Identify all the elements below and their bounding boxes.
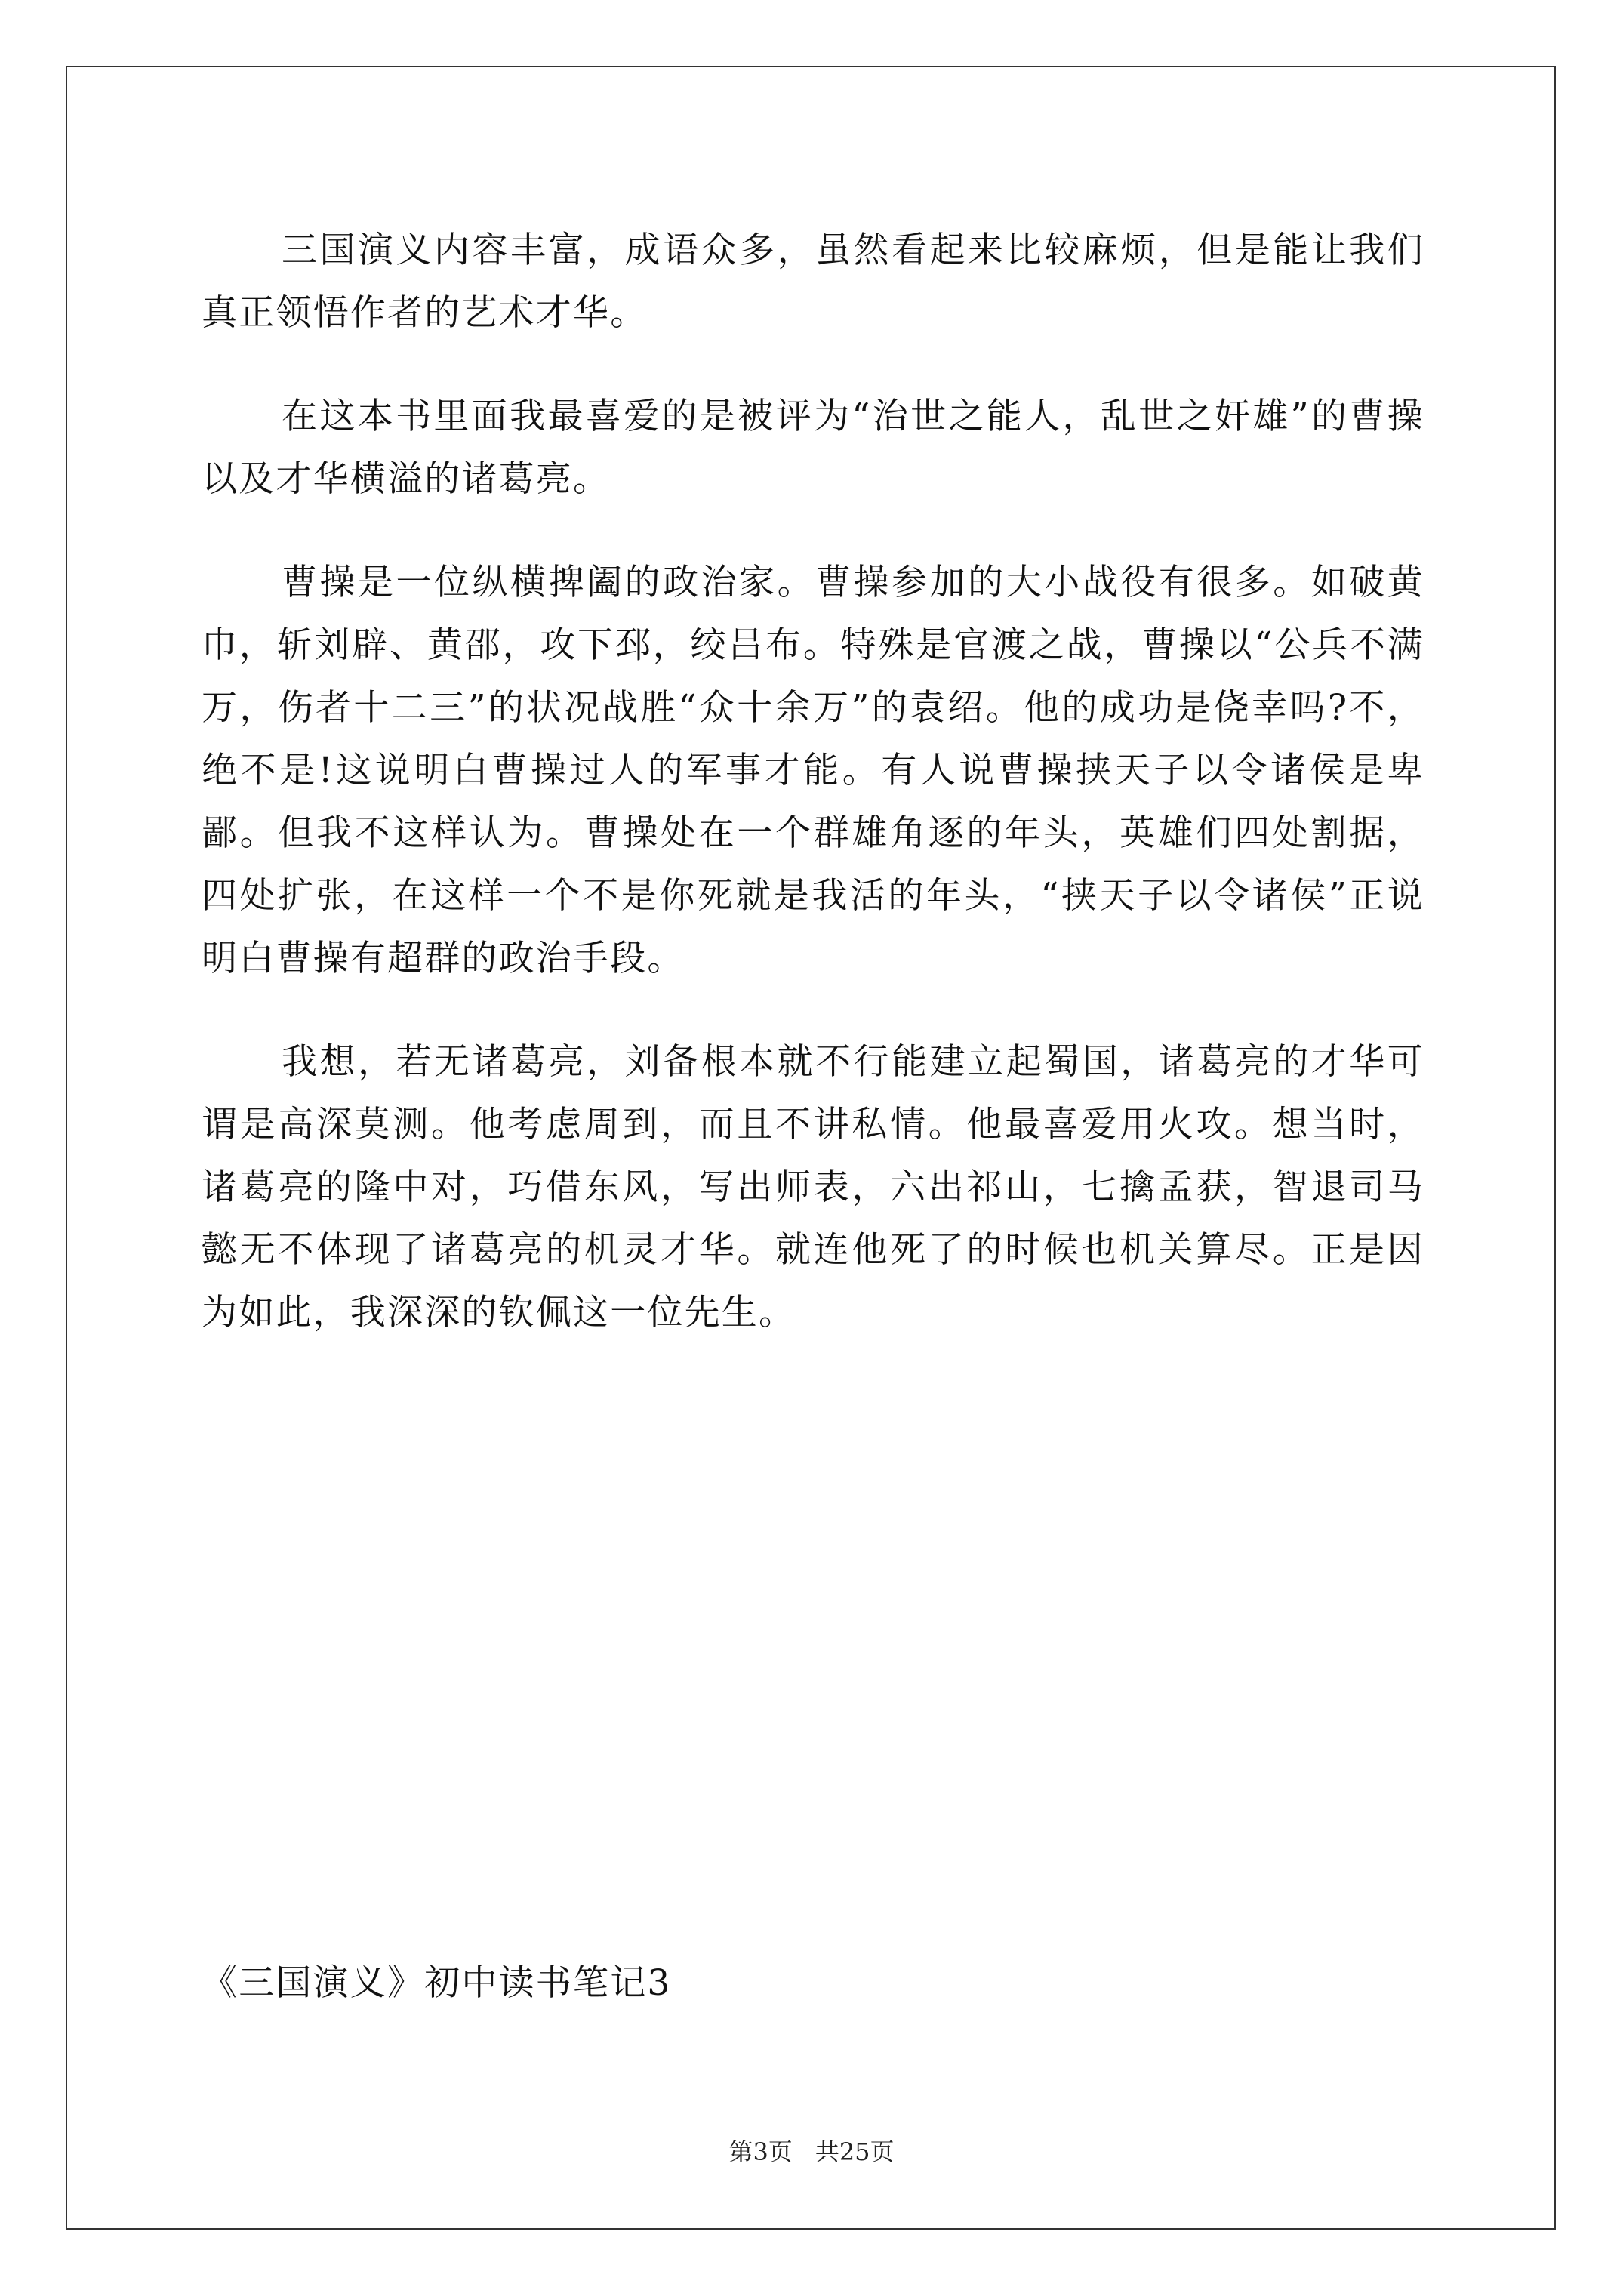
document-body <box>202 219 1424 1344</box>
paragraph: 三国演义内容丰富，成语众多，虽然看起来比较麻烦，但是能让我们真正领悟作者的艺术才华。 <box>202 230 1424 334</box>
paragraph: 我想，若无诸葛亮，刘备根本就不行能建立起蜀国，诸葛亮的才华可谓是高深莫测。他考虑周到，而且不讲私情。他最喜爱用火攻。想当时，诸葛亮的隆中对，巧借东风，写出师表，六出祁山，七擒孟获，智退司马懿无不体现了诸葛亮的机灵才华。就连他死了的时候也机关算尽。正是因为如此，我深深的钦佩这一位先生。 <box>202 1041 1424 1333</box>
paragraph: 在这本书里面我最喜爱的是被评为“治世之能人，乱世之奸雄”的曹操以及才华横溢的诸葛亮。 <box>202 396 1424 500</box>
page-footer <box>0 2137 1623 2167</box>
section-heading: 《三国演义》初中读书笔记3 <box>202 1962 672 2004</box>
paragraph: 曹操是一位纵横捭阖的政治家。曹操参加的大小战役有很多。如破黄巾，斩刘辟、黄邵，攻下邳，绞吕布。特殊是官渡之战，曹操以“公兵不满万，伤者十二三”的状况战胜“众十余万”的袁绍。他的成功是侥幸吗?不，绝不是!这说明白曹操过人的军事才能。有人说曹操挟天子以令诸侯是卑鄙。但我不这样认为。曹操处在一个群雄角逐的年头，英雄们四处割据，四处扩张，在这样一个不是你死就是我活的年头，“挟天子以令诸侯”正说明白曹操有超群的政治手段。 <box>202 562 1424 979</box>
page-total: 共25页 <box>815 2137 895 2166</box>
page-number: 第3页 <box>728 2137 793 2166</box>
